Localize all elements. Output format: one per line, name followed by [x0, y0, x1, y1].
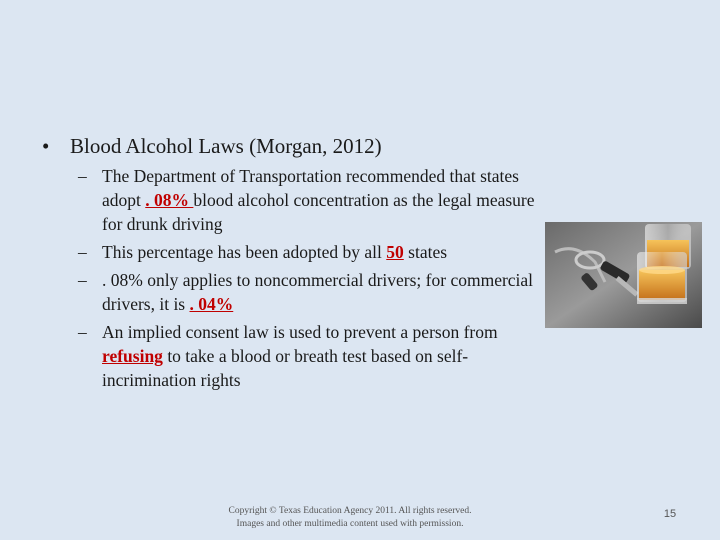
footer-line-2: Images and other multimedia content used with permission.: [236, 519, 464, 529]
sub-bullet-1: [78, 164, 548, 236]
copyright-footer: [200, 505, 500, 531]
sub-bullet-text: states: [403, 242, 448, 262]
main-bullet-text: Blood Alcohol Laws (Morgan, 2012): [70, 134, 382, 158]
sub-bullet-text: blood alcohol concentration as the legal measure for drunk driving: [102, 190, 535, 234]
sub-bullet-text: . 08% only applies to noncommercial drivers; for commercial drivers, it is: [102, 270, 534, 314]
sub-bullet-text: An implied consent law is used to prevent a person from: [102, 322, 498, 342]
dash-marker: –: [78, 166, 87, 186]
dash-marker: –: [78, 242, 87, 262]
footer-line-1: Copyright © Texas Education Agency 2011. All rights reserved.: [228, 506, 472, 516]
photo-illustration: [545, 222, 702, 328]
sub-bullet-3: [78, 268, 548, 316]
sub-bullet-4: [78, 320, 548, 392]
highlight-text: 50: [386, 242, 404, 262]
main-bullet: [42, 132, 382, 160]
sub-bullet-text: to take a blood or breath test based on self-incrimination rights: [102, 346, 469, 390]
highlight-text: . 04%: [189, 294, 234, 314]
highlight-text: refusing: [102, 346, 163, 366]
bullet-dot: •: [42, 134, 50, 158]
sub-bullet-2: [78, 240, 548, 264]
page-number: 15: [663, 508, 677, 520]
dash-marker: –: [78, 322, 87, 342]
sub-bullet-list: [78, 164, 548, 396]
sub-bullet-text: This percentage has been adopted by all: [102, 242, 387, 262]
dash-marker: –: [78, 270, 87, 290]
highlight-text: . 08%: [145, 190, 194, 210]
sub-bullet-text: The Department of Transportation recommended that states adopt: [102, 166, 519, 210]
alcohol-and-car-keys-photo: [545, 222, 702, 328]
